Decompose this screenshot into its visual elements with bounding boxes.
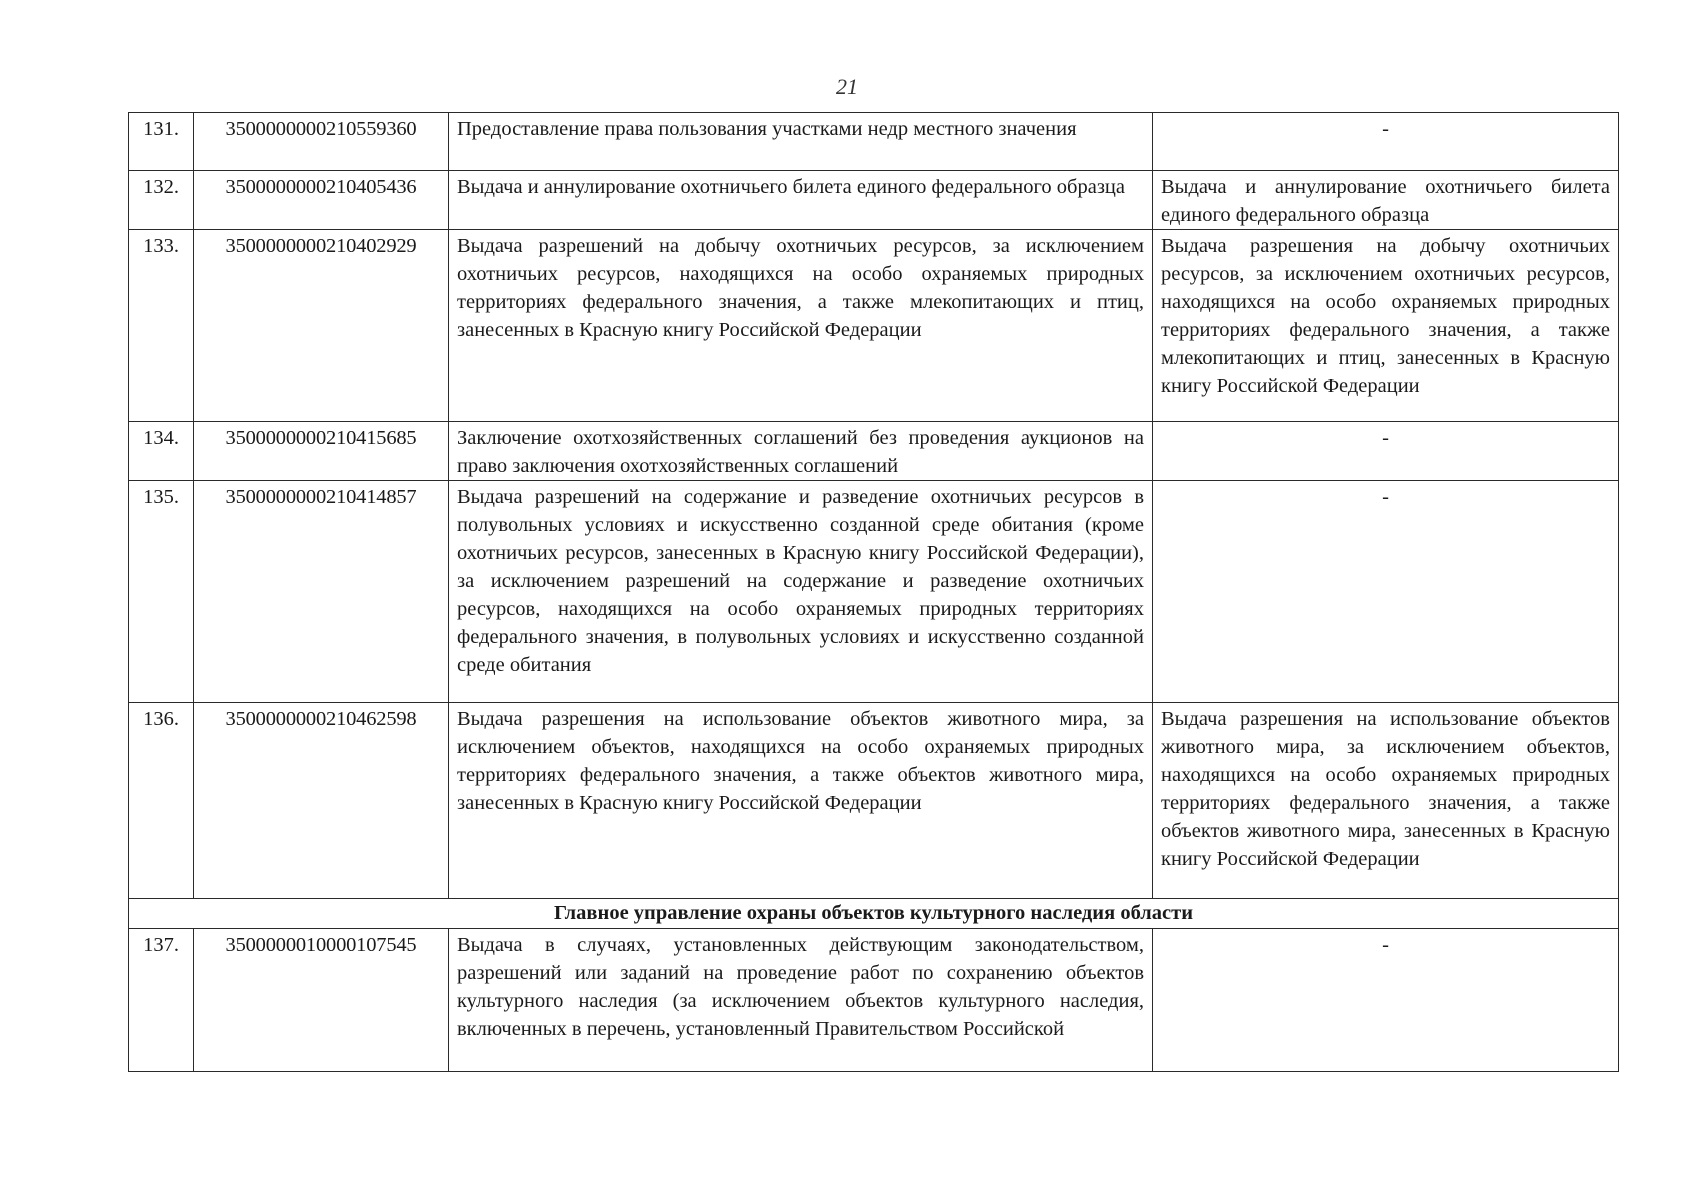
service-code: 3500000000210414857 [194,481,449,703]
row-number: 133. [129,230,194,422]
federal-service-name: - [1153,113,1619,171]
section-header-row [129,899,1619,929]
table-row [129,703,1619,899]
table-row [129,171,1619,230]
table-row [129,230,1619,422]
service-code: 3500000000210462598 [194,703,449,899]
federal-service-name: Выдача разрешения на добычу охотничьих ресурсов, за исключением охотничьих ресурсов, находящихся на особо охраняемых природных территориях федерального значения, а также млекопитающих и птиц, занесенных в Красную книгу Российской Федерации [1153,230,1619,422]
table-row [129,481,1619,703]
federal-service-name: Выдача разрешения на использование объектов животного мира, за исключением объектов, находящихся на особо охраняемых природных территориях федерального значения, а также объектов животного мира, занесенных в Красную книгу Российской Федерации [1153,703,1619,899]
service-code: 3500000000210405436 [194,171,449,230]
page-number: 21 [836,74,858,99]
service-code: 3500000010000107545 [194,929,449,1072]
federal-service-name: - [1153,422,1619,481]
service-name: Выдача в случаях, установленных действующим законодательством, разрешений или заданий на проведение работ по сохранению объектов культурного наследия (за исключением объектов культурного наследия, включенных в перечень, установленный Правительством Российской [449,929,1153,1072]
table-row [129,929,1619,1072]
service-name: Выдача и аннулирование охотничьего билета единого федерального образца [449,171,1153,230]
row-number: 132. [129,171,194,230]
table-row [129,113,1619,171]
service-name: Выдача разрешений на добычу охотничьих ресурсов, за исключением охотничьих ресурсов, находящихся на особо охраняемых природных территориях федерального значения, а также млекопитающих и птиц, занесенных в Красную книгу Российской Федерации [449,230,1153,422]
service-code: 3500000000210402929 [194,230,449,422]
federal-service-name: - [1153,481,1619,703]
row-number: 135. [129,481,194,703]
service-name: Выдача разрешения на использование объектов животного мира, за исключением объектов, находящихся на особо охраняемых природных территориях федерального значения, а также объектов животного мира, занесенных в Красную книгу Российской Федерации [449,703,1153,899]
row-number: 137. [129,929,194,1072]
table-row [129,422,1619,481]
row-number: 136. [129,703,194,899]
federal-service-name: Выдача и аннулирование охотничьего билета единого федерального образца [1153,171,1619,230]
service-code: 3500000000210559360 [194,113,449,171]
service-code: 3500000000210415685 [194,422,449,481]
section-header: Главное управление охраны объектов культурного наследия области [129,899,1619,929]
federal-service-name: - [1153,929,1619,1072]
services-registry-table [128,112,1619,1072]
service-name: Выдача разрешений на содержание и разведение охотничьих ресурсов в полувольных условиях и искусственно созданной среде обитания (кроме охотничьих ресурсов, занесенных в Красную книгу Российской Федерации), за исключением разрешений на содержание и разведение охотничьих ресурсов, находящихся на особо охраняемых природных территориях федерального значения, в полувольных условиях и искусственно созданной среде обитания [449,481,1153,703]
service-name: Заключение охотхозяйственных соглашений без проведения аукционов на право заключения охотхозяйственных соглашений [449,422,1153,481]
service-name: Предоставление права пользования участками недр местного значения [449,113,1153,171]
row-number: 134. [129,422,194,481]
row-number: 131. [129,113,194,171]
